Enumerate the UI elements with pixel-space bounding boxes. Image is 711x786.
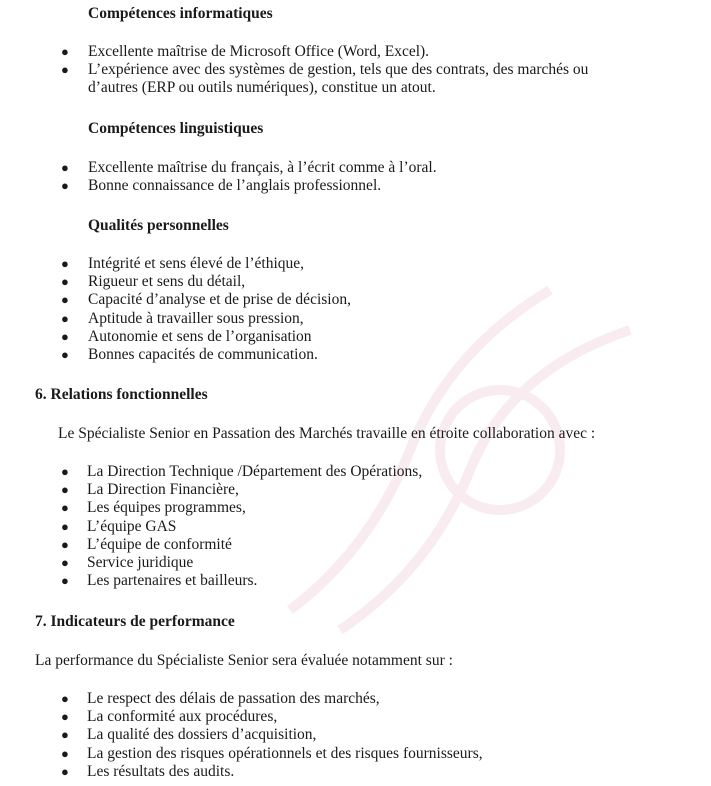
list-item-text: Capacité d’analyse et de prise de décision,: [88, 291, 351, 309]
list-item-text: Les résultats des audits.: [87, 762, 235, 780]
bullet-icon: ●: [61, 555, 69, 571]
list-item-text: Autonomie et sens de l’organisation: [88, 327, 312, 345]
list-item: [0, 690, 711, 708]
list-qualites-personnelles: [0, 255, 711, 364]
heading-competences-linguistiques: Compétences linguistiques: [88, 120, 264, 137]
list-item: [0, 572, 711, 590]
bullet-icon: ●: [61, 573, 69, 589]
list-item: [0, 536, 711, 554]
list-item-text: Intégrité et sens élevé de l’éthique,: [88, 255, 305, 272]
bullet-icon: ●: [61, 518, 69, 534]
list-item: [0, 43, 711, 61]
list-item: [0, 255, 711, 273]
list-item: [0, 499, 711, 517]
list-item: [0, 346, 711, 364]
list-item: [0, 745, 711, 763]
bullet-icon: ●: [61, 482, 69, 498]
list-item-text: La qualité des dossiers d’acquisition,: [87, 726, 317, 744]
list-item-text: Bonne connaissance de l’anglais professionnel.: [88, 177, 382, 195]
bullet-icon: ●: [61, 310, 69, 326]
list-item-text: La conformité aux procédures,: [87, 708, 278, 726]
list-item-continuation: [0, 79, 711, 97]
list-indicateurs: [0, 690, 711, 781]
heading-relations-fonctionnelles: 6. Relations fonctionnelles: [35, 386, 208, 403]
bullet-icon: ●: [61, 178, 69, 194]
list-item-text: L’équipe de conformité: [87, 535, 232, 553]
list-item-text: Les partenaires et bailleurs.: [87, 572, 258, 590]
list-item: [0, 328, 711, 346]
list-item-text: La Direction Technique /Département des Opérations,: [87, 463, 423, 480]
list-item: [0, 159, 711, 177]
bullet-icon: ●: [61, 727, 69, 743]
bullet-icon: ●: [61, 44, 69, 59]
bullet-icon: ●: [61, 347, 69, 363]
list-item: [0, 291, 711, 309]
bullet-icon: ●: [61, 691, 69, 706]
bullet-icon: ●: [61, 536, 69, 552]
bullet-icon: ●: [61, 274, 69, 290]
list-item: [0, 273, 711, 291]
list-item-text: Rigueur et sens du détail,: [88, 273, 246, 291]
bullet-icon: ●: [61, 745, 69, 761]
heading-qualites-personnelles: Qualités personnelles: [88, 217, 229, 234]
list-item-text: Le respect des délais de passation des marchés,: [87, 690, 380, 707]
list-item: [0, 708, 711, 726]
bullet-icon: ●: [61, 328, 69, 344]
list-item-text: d’autres (ERP ou outils numériques), constitue un atout.: [88, 79, 436, 97]
list-item-text: Aptitude à travailler sous pression,: [88, 309, 304, 327]
list-item: [0, 177, 711, 195]
bullet-icon: ●: [61, 62, 69, 78]
bullet-icon: ●: [61, 256, 69, 271]
list-competences-informatiques: [0, 43, 711, 98]
list-item: [0, 481, 711, 499]
list-item: [0, 61, 711, 79]
list-item: [0, 763, 711, 781]
list-item: [0, 518, 711, 536]
bullet-icon: ●: [61, 464, 69, 479]
list-item-text: Service juridique: [87, 554, 194, 572]
list-item: [0, 463, 711, 481]
list-item-text: La gestion des risques opérationnels et des risques fournisseurs,: [87, 744, 483, 762]
list-competences-linguistiques: [0, 159, 711, 195]
list-item: [0, 310, 711, 328]
bullet-icon: ●: [61, 500, 69, 516]
bullet-icon: ●: [61, 160, 69, 175]
list-item-text: L’expérience avec des systèmes de gestion, tels que des contrats, des marchés ou: [88, 61, 589, 79]
list-item-text: Excellente maîtrise de Microsoft Office (Word, Excel).: [88, 43, 430, 60]
heading-indicateurs-performance: 7. Indicateurs de performance: [35, 613, 235, 630]
list-item: [0, 554, 711, 572]
list-item: [0, 726, 711, 744]
bullet-icon: ●: [61, 292, 69, 308]
indicateurs-intro: La performance du Spécialiste Senior sera évaluée notamment sur :: [35, 652, 453, 669]
list-item-text: La Direction Financière,: [87, 481, 239, 499]
list-item-text: L’équipe GAS: [87, 517, 177, 535]
list-item-text: Excellente maîtrise du français, à l’écrit comme à l’oral.: [88, 159, 437, 176]
heading-competences-informatiques: Compétences informatiques: [88, 5, 273, 22]
relations-intro: Le Spécialiste Senior en Passation des Marchés travaille en étroite collaboration avec :: [58, 425, 596, 442]
bullet-icon: ●: [61, 709, 69, 725]
list-relations: [0, 463, 711, 590]
bullet-icon: ●: [61, 763, 69, 779]
list-item-text: Les équipes programmes,: [87, 499, 246, 517]
list-item-text: Bonnes capacités de communication.: [88, 346, 318, 364]
